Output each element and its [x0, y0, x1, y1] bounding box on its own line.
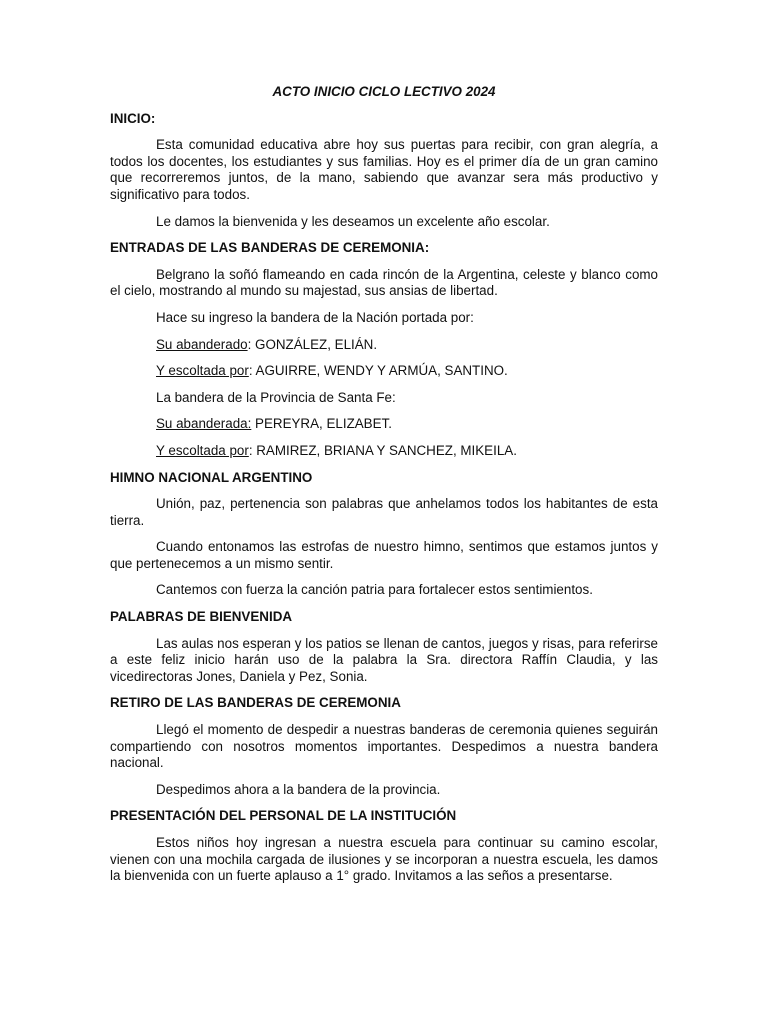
paragraph: Despedimos ahora a la bandera de la provincia. — [156, 781, 441, 797]
prov-abanderada-label: Su abanderada: — [156, 416, 252, 432]
paragraph: Estos niños hoy ingresan a nuestra escuela para continuar su camino escolar, vienen con una mochila cargada de ilusiones y se incorporan a nuestra escuela, les damos la bienvenida con un fuerte aplauso a 1° grado. Invitamos a las seños a presentarse. — [110, 835, 658, 884]
heading-bienvenida: PALABRAS DE BIENVENIDA — [110, 609, 293, 625]
nacion-abanderado-value: : GONZÁLEZ, ELIÁN. — [247, 336, 378, 352]
heading-himno: HIMNO NACIONAL ARGENTINO — [110, 469, 313, 485]
heading-entradas: ENTRADAS DE LAS BANDERAS DE CEREMONIA: — [110, 240, 430, 256]
prov-escolta-label: Y escoltada por — [156, 442, 249, 458]
paragraph: Belgrano la soñó flameando en cada rincón de la Argentina, celeste y blanco como el cielo, mostrando al mundo su majestad, sus ansias de libertad. — [110, 266, 658, 299]
nacion-escolta-line — [110, 363, 658, 380]
paragraph: Le damos la bienvenida y les deseamos un excelente año escolar. — [156, 213, 550, 229]
nacion-abanderado-label: Su abanderado — [156, 336, 248, 352]
paragraph: Cantemos con fuerza la canción patria para fortalecer estos sentimientos. — [156, 582, 593, 598]
prov-escolta-value: : RAMIREZ, BRIANA Y SANCHEZ, MIKEILA. — [248, 442, 517, 458]
heading-inicio: INICIO: — [110, 110, 156, 126]
prov-abanderada-line — [110, 416, 658, 433]
document-page — [110, 84, 658, 895]
paragraph: La bandera de la Provincia de Santa Fe: — [156, 389, 396, 405]
paragraph: Cuando entonamos las estrofas de nuestro himno, sentimos que estamos juntos y que pertenecemos a un mismo sentir. — [110, 539, 658, 571]
heading-retiro: RETIRO DE LAS BANDERAS DE CEREMONIA — [110, 695, 401, 711]
nacion-escolta-label: Y escoltada por — [156, 363, 249, 379]
paragraph: Hace su ingreso la bandera de la Nación portada por: — [156, 309, 474, 325]
nacion-abanderado-line — [110, 337, 658, 354]
nacion-escolta-value: : AGUIRRE, WENDY Y ARMÚA, SANTINO. — [248, 363, 508, 379]
paragraph: Unión, paz, pertenencia son palabras que anhelamos todos los habitantes de esta tierra. — [110, 496, 658, 528]
paragraph: Llegó el momento de despedir a nuestras banderas de ceremonia quienes seguirán compartiendo con nosotros momentos importantes. Despedimos a nuestra bandera nacional. — [110, 722, 658, 771]
paragraph: Esta comunidad educativa abre hoy sus puertas para recibir, con gran alegría, a todos los docentes, los estudiantes y sus familias. Hoy es el primer día de un gran camino que recorreremos juntos, de la mano, sabiendo que avanzar sera más productivo y significativo para todos. — [110, 137, 658, 202]
paragraph: Las aulas nos esperan y los patios se llenan de cantos, juegos y risas, para referirse a este feliz inicio harán uso de la palabra la Sra. directora Raffín Claudia, y las vicedirectoras Jones, Daniela y Pez, Sonia. — [110, 635, 658, 684]
prov-escolta-line — [110, 443, 658, 460]
document-title: ACTO INICIO CICLO LECTIVO 2024 — [272, 84, 496, 99]
heading-presentacion: PRESENTACIÓN DEL PERSONAL DE LA INSTITUCIÓN — [110, 808, 457, 824]
prov-abanderada-value: PEREYRA, ELIZABET. — [251, 416, 392, 432]
